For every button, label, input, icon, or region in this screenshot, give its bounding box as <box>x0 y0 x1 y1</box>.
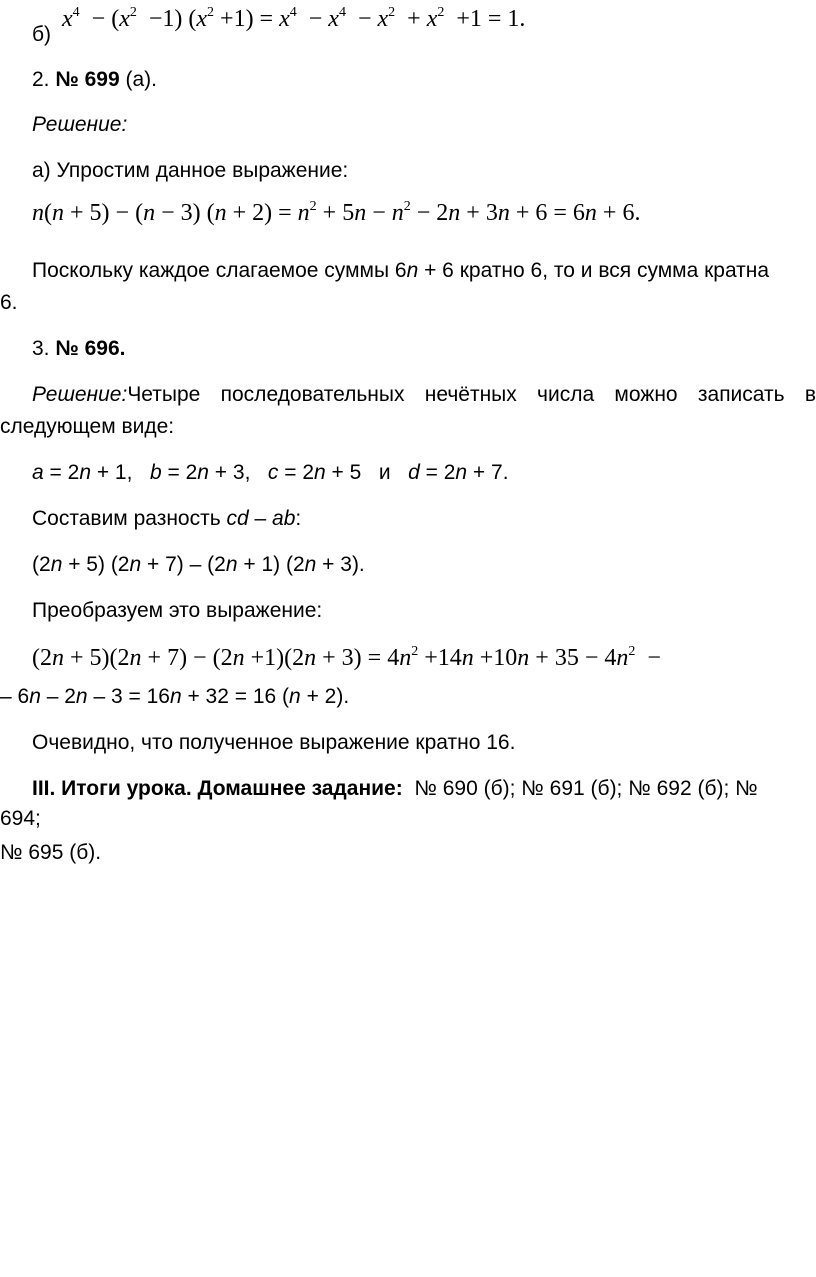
homework-line-3: № 695 (б). <box>0 841 102 864</box>
homework-line: III. Итоги урока. Домашнее задание: № 690 (б); № 691 (б); № 692 (б); № <box>32 777 758 800</box>
since-tail: 6. <box>0 291 18 314</box>
step-a-text: а) Упростим данное выражение: <box>32 159 349 182</box>
task-699-num: 2. <box>32 68 50 91</box>
task-699-heading <box>32 67 157 93</box>
homework-line-2: 694; <box>0 807 41 830</box>
since-line: Поскольку каждое слагаемое суммы 6n + 6 кратно 6, то и вся сумма кратна <box>32 259 770 282</box>
solution-696-cont: следующем виде: <box>0 415 175 438</box>
task-696-heading: 3. № 696. <box>32 337 126 360</box>
conclusion: Очевидно, что полученное выражение кратно 16. <box>32 731 516 754</box>
task-699-part: (а). <box>125 68 157 91</box>
item-b-label: б) <box>32 23 52 46</box>
task-699-no: № 699 <box>55 68 120 91</box>
abcd-line: a = 2n + 1, b = 2n + 3, c = 2n + 5 и d = 2n + 7. <box>32 461 509 484</box>
formula-n: n(n + 5) − (n − 3) $(n + 2) = n^2 + 5n - n^2 - 2n + 3n + 6 = 6n + 6$. <box>32 199 641 226</box>
diff-intro: Составим разность cd – ab: <box>32 507 302 530</box>
formula-cont: – 6n – 2n – 3 = 16n + 32 = 16 (n + 2). <box>0 685 350 708</box>
diff-expr: (2n + 5) (2n + 7) – (2n + 1) (2n + 3). <box>32 553 365 576</box>
transform-label: Преобразуем это выражение: <box>32 599 323 622</box>
solution-696-line: Решение:Четыре последовательных нечётных числа можно записать в <box>32 383 816 406</box>
formula-b: $x^4 - (x^2 -1)$ $(x^2 +1) = x^4 - x^4 - x^2 + x^2 +1 = 1$. <box>62 5 526 32</box>
formula-big: $(2n + 5)(2n + 7) - (2n +1)(2n + 3) = 4n^2 +14n +10n + 35 - 4n^2$ − <box>32 644 661 671</box>
solution-label: Решение: <box>32 113 128 136</box>
